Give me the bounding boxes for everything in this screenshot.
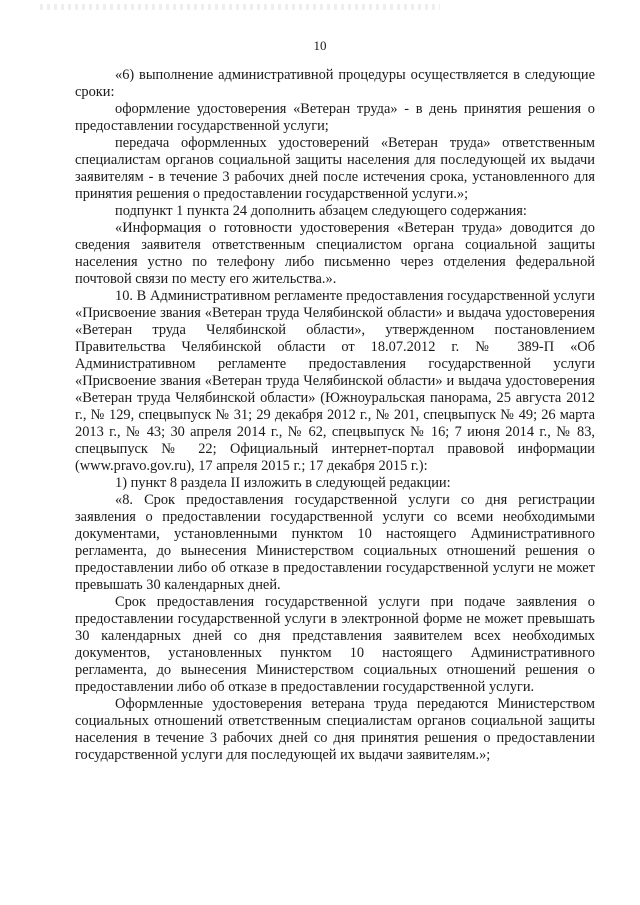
paragraph-certificate-transfer: Оформленные удостоверения ветерана труда передаются Министерством социальных отношений ответственным специалистам органов социальной защиты населения в течение 3 рабочих дней со дня принятия решения о предоставлении государственной услуги для последующей их выдачи заявителям.»;: [75, 696, 595, 763]
page-number: 10: [313, 38, 327, 53]
paragraph-electronic-term: Срок предоставления государственной услуги при подаче заявления о предоставлении государственной услуги в электронной форме не может превышать 30 календарных дней со дня представления заявителем всех необходимых документов, установленных пунктом 10 настоящего Административного регламента, до вынесения Министерством социальных отношений решения о предоставлении либо об отказе в предоставлении государственной услуги.: [75, 594, 595, 695]
paragraph-transfer-specialists: передача оформленных удостоверений «Ветеран труда» ответственным специалистам органов социальной защиты населения для последующей их выдачи заявителям - в течение 3 рабочих дней после истечения срока, установленного для принятия решения о предоставлении государственной услуги.»;: [75, 135, 595, 202]
paragraph-point-10-regulation: 10. В Административном регламенте предоставления государственной услуги «Присвоение звания «Ветеран труда Челябинской области» и выдача удостоверения «Ветеран труда Челябинской области», утвержденном постановлением Правительства Челябинской области от 18.07.2012 г. № 389-П «Об Административном регламенте предоставления государственной услуги «Присвоение звания «Ветеран труда Челябинской области» и выдача удостоверения «Ветеран труда Челябинской области» (Южноуральская панорама, 25 августа 2012 г., № 129, спецвыпуск № 31; 29 декабря 2012 г., № 201, спецвыпуск № 49; 26 марта 2013 г., № 43; 30 апреля 2014 г., № 62, спецвыпуск № 16; 7 июня 2014 г., № 83, спецвыпуск № 22; Официальный интернет-портал правовой информации (www.pravo.gov.ru), 17 апреля 2015 г.; 17 декабря 2015 г.):: [75, 288, 595, 474]
paragraph-readiness-info: «Информация о готовности удостоверения «Ветеран труда» доводится до сведения заявителя ответственным специалистом органа социальной защиты населения устно по телефону либо письменно через отделения федеральной почтовой связи по месту его жительства.».: [75, 220, 595, 287]
paragraph-issuance-day: оформление удостоверения «Ветеран труда» - в день принятия решения о предоставлении государственной услуги;: [75, 101, 595, 134]
scan-artifact: [40, 4, 440, 10]
paragraph-subpoint-24: подпункт 1 пункта 24 дополнить абзацем следующего содержания:: [115, 203, 527, 219]
document-body: [75, 67, 595, 764]
paragraph-deadlines-intro: «6) выполнение административной процедуры осуществляется в следующие сроки:: [75, 67, 595, 100]
paragraph-point-8-section-2: 1) пункт 8 раздела II изложить в следующей редакции:: [115, 475, 451, 491]
paragraph-service-term: «8. Срок предоставления государственной услуги со дня регистрации заявления о предоставлении государственной услуги со всеми необходимыми документами, установленными пунктом 10 настоящего Административного регламента, до вынесения Министерством социальных отношений решения о предоставлении либо об отказе в предоставлении государственной услуги не может превышать 30 календарных дней.: [75, 492, 595, 593]
